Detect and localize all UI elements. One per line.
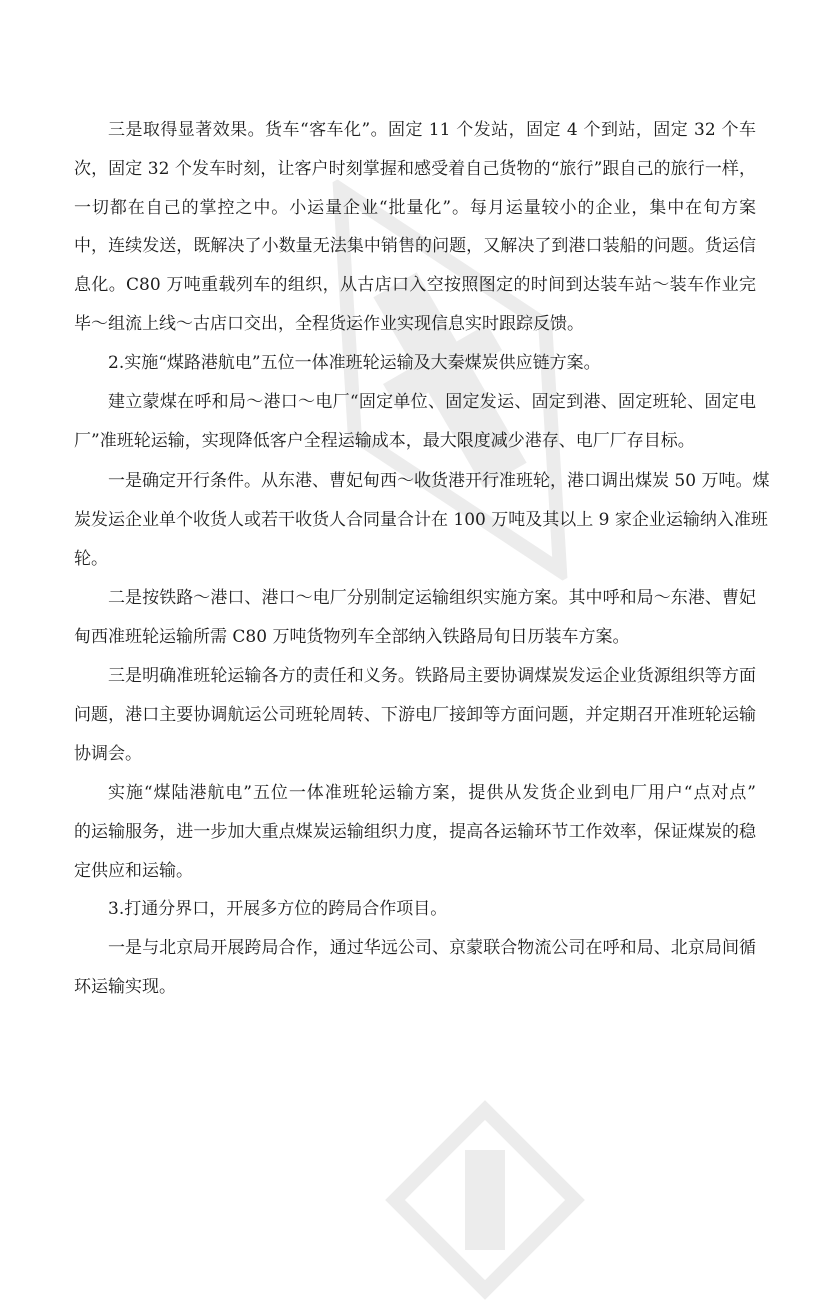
text-line: 毕～组流上线～古店口交出，全程货运作业实现信息实时跟踪反馈。 (74, 314, 584, 334)
text-line: 炭发运企业单个收货人或若干收货人合同量合计在 100 万吨及其以上 9 家企业运输纳入准班 (74, 510, 768, 530)
text-line: 厂”准班轮运输，实现降低客户全程运输成本，最大限度减少港存、电厂厂存目标。 (74, 431, 695, 451)
text-line: 问题，港口主要协调航运公司班轮周转、下游电厂接卸等方面问题，并定期召开准班轮运输 (74, 705, 756, 725)
text-line: 的运输服务，进一步加大重点煤炭运输组织力度，提高各运输环节工作效率，保证煤炭的稳 (74, 822, 756, 842)
text-line: 实施“煤陆港航电”五位一体准班轮运输方案，提供从发货企业到电厂用户“点对点” (108, 783, 756, 803)
text-line: 一切都在自己的掌控之中。小运量企业“批量化”。每月运量较小的企业，集中在旬方案 (74, 198, 756, 218)
text-line: 环运输实现。 (74, 977, 176, 997)
text-line: 三是明确准班轮运输各方的责任和义务。铁路局主要协调煤炭发运企业货源组织等方面 (108, 666, 756, 686)
text-line: 轮。 (74, 549, 108, 569)
text-line: 3.打通分界口，开展多方位的跨局合作项目。 (108, 899, 448, 919)
text-line: 一是确定开行条件。从东港、曹妃甸西～收货港开行准班轮，港口调出煤炭 50 万吨。煤 (108, 471, 770, 491)
text-line: 协调会。 (74, 744, 142, 764)
text-line: 一是与北京局开展跨局合作，通过华远公司、京蒙联合物流公司在呼和局、北京局间循 (108, 938, 756, 958)
text-line: 2.实施“煤路港航电”五位一体准班轮运输及大秦煤炭供应链方案。 (108, 353, 601, 373)
text-line: 甸西准班轮运输所需 C80 万吨货物列车全部纳入铁路局旬日历装车方案。 (74, 627, 630, 647)
text-line: 三是取得显著效果。货车“客车化”。固定 11 个发站，固定 4 个到站，固定 32 个车 (108, 120, 756, 140)
text-line: 建立蒙煤在呼和局～港口～电厂“固定单位、固定发运、固定到港、固定班轮、固定电 (108, 392, 756, 412)
text-line: 中，连续发送，既解决了小数量无法集中销售的问题，又解决了到港口装船的问题。货运信 (74, 236, 756, 256)
text-line: 定供应和运输。 (74, 861, 193, 881)
text-line: 次，固定 32 个发车时刻，让客户时刻掌握和感受着自己货物的“旅行”跟自己的旅行一样， (74, 159, 756, 179)
text-line: 息化。C80 万吨重载列车的组织，从古店口入空按照图定的时间到达装车站～装车作业完 (74, 275, 756, 295)
text-line: 二是按铁路～港口、港口～电厂分别制定运输组织实施方案。其中呼和局～东港、曹妃 (108, 588, 756, 608)
watermark-bottom-icon (385, 1100, 585, 1300)
